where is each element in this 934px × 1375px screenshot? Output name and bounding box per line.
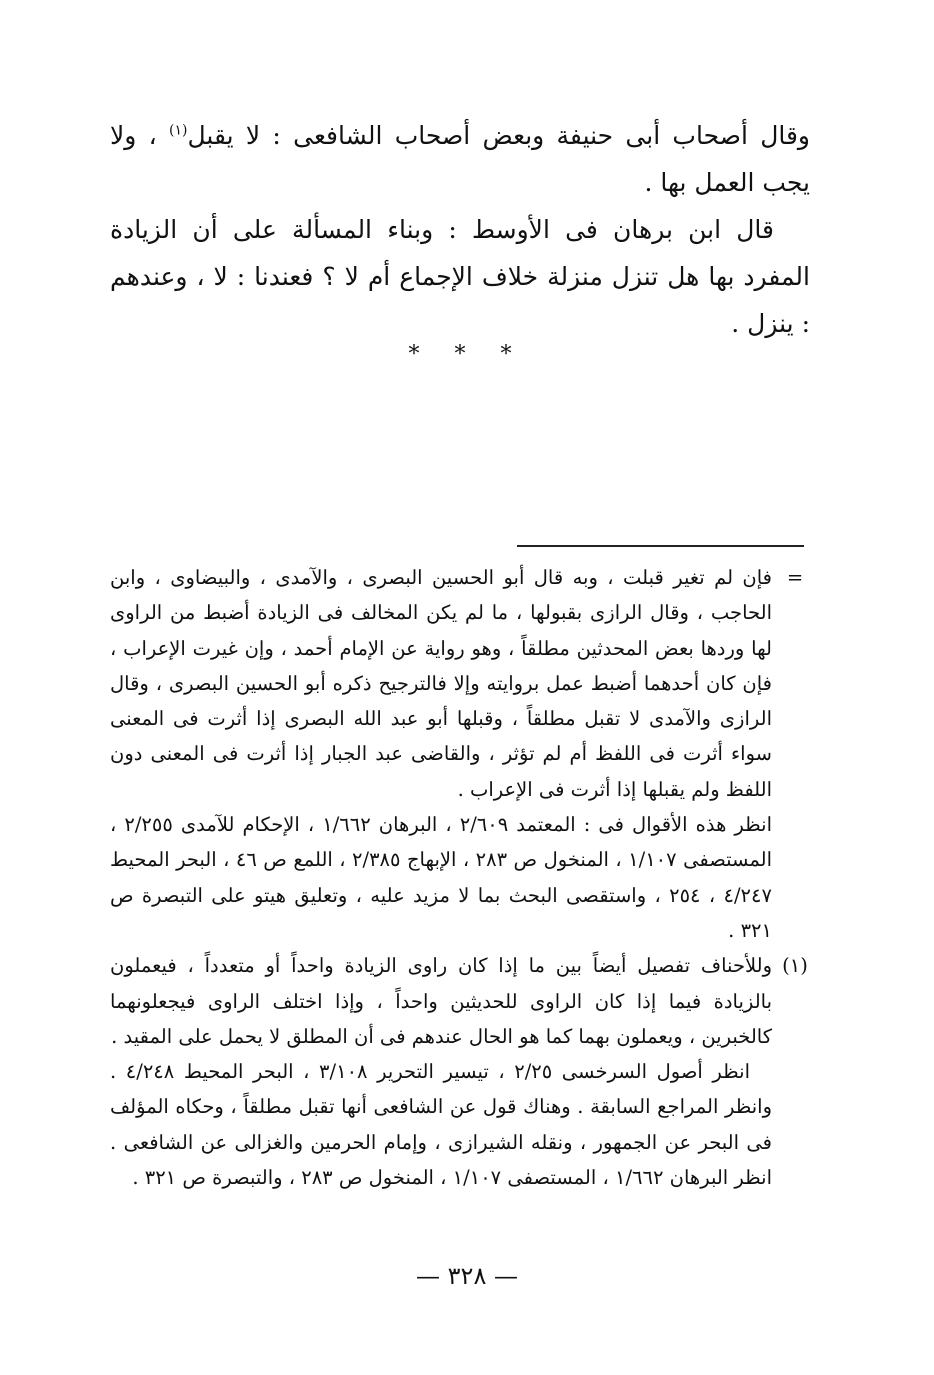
footnote-paragraph: وللأحناف تفصيل أيضاً بين ما إذا كان راوى الزيادة واحداً أو متعدداً ، فيعملون بالزيادة فيما إذا كان الراوى للحديثين واحداً ، وإذا اختلف الراوى فيجعلونهما كالخبرين ، ويعملون بهما كما هو الحال عندهم فى أن المطلق لا يحمل على المقيد .	[110, 954, 772, 1048]
paragraph-2: قال ابن برهان فى الأوسط : وبناء المسألة على أن الزيادة المفرد بها هل تنزل منزلة خلاف الإجماع أم لا ؟ فعندنا : لا ، وعندهم : ينزل .	[110, 215, 810, 338]
footnote-1	[110, 948, 814, 1195]
footnote-paragraph: فإن لم تغير قبلت ، وبه قال أبو الحسين البصرى ، والآمدى ، والبيضاوى ، وابن الحاجب ، وقال الرازى بقبولها ، ما لم يكن المخالف فى الزيادة أضبط من الراوى لها وردها بعض المحدثين مطلقاً ، وهو رواية عن الإمام أحمد ، وإن غيرت الإعراب ، فإن كان أحدهما أضبط عمل بروايته وإلا فالترجيح ذكره أبو الحسين البصرى ، وقال الرازى والآمدى لا تقبل مطلقاً ، وقبلها أبو عبد الله البصرى إذا أثرت فى المعنى سواء أثرت فى اللفظ أم لم تؤثر ، والقاضى عبد الجبار إذا أثرت فى المعنى دون اللفظ ولم يقبلها إذا أثرت فى الإعراب .	[110, 566, 772, 801]
footnote-number: (١)	[782, 954, 808, 978]
footnote-reference-1[interactable]: (١)	[169, 122, 188, 139]
footnote-paragraph: انظر هذه الأقوال فى : المعتمد ٢/٦٠٩ ، البرهان ١/٦٦٢ ، الإحكام للآمدى ٢/٢٥٥ ، المستصفى ١/١٠٧ ، المنخول ص ٢٨٣ ، الإبهاج ٢/٣٨٥ ، اللمع ص ٤٦ ، البحر المحيط ٤/٢٤٧ ، ٢٥٤ ، واستقصى البحث بما لا مزيد عليه ، وتعليق هيتو على التبصرة ص ٣٢١ .	[110, 813, 773, 942]
page-number: — ٣٢٨ —	[416, 1262, 518, 1290]
footnote-continuation	[110, 560, 814, 948]
footnote-paragraph: انظر أصول السرخسى ٢/٢٥ ، تيسير التحرير ٣/١٠٨ ، البحر المحيط ٤/٢٤٨ . وانظر المراجع السابقة . وهناك قول عن الشافعى أنها تقبل مطلقاً ، وحكاه المؤلف فى البحر عن الجمهور ، ونقله الشيرازى ، وإمام الحرمين والغزالى عن الشافعى . انظر البرهان ١/٦٦٢ ، المستصفى ١/١٠٧ ، المنخول ص ٢٨٣ ، والتبصرة ص ٣٢١ .	[110, 1060, 772, 1190]
paragraph-1	[110, 112, 810, 206]
main-text	[110, 112, 810, 347]
continuation-marker: =	[786, 566, 804, 589]
paragraph-1-text-end: ، ولا يجب العمل بها .	[110, 121, 810, 197]
footnotes	[110, 560, 814, 1195]
footnote-separator	[517, 545, 804, 547]
paragraph-1-text: وقال أصحاب أبى حنيفة وبعض أصحاب الشافعى : لا يقبل	[187, 121, 810, 150]
section-ornament: * * *	[408, 342, 526, 367]
